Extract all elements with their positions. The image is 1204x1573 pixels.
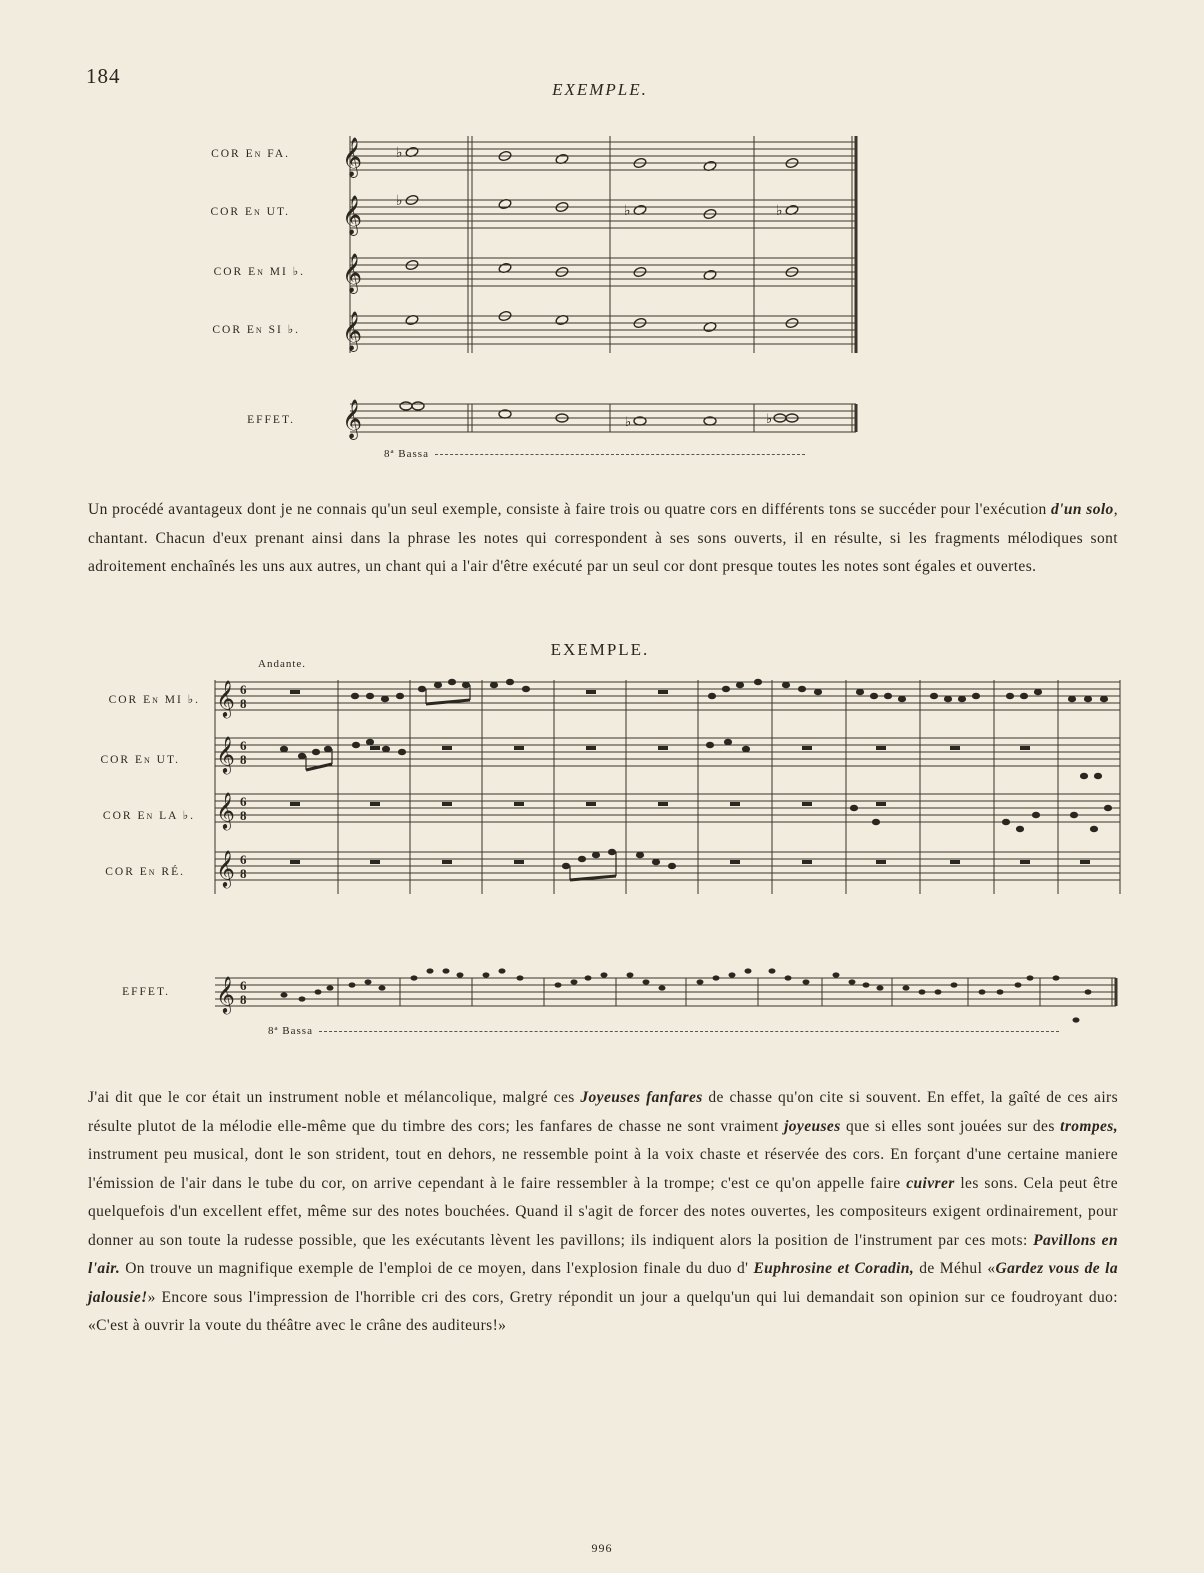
paragraph-2 <box>88 1084 1118 1341</box>
paragraph-2-text: » Encore sous l'impression de l'horrible cri des cors, Gretry répondit un jour a quelqu'un qui lui demandait son opinion sur ce foudroyant duo: «C'est à ouvrir la voute du théâtre avec le crâne des auditeurs!» <box>88 1288 1118 1334</box>
svg-text:8: 8 <box>240 808 247 823</box>
staff-label-cor-mi-flat: COR En MI ♭. <box>213 266 305 278</box>
paragraph-1-text-1: Un procédé avantageux dont je ne connais qu'un seul exemple, consiste à faire trois ou quatre cors en différents tons se succéder pour l'exécution <box>88 501 1052 518</box>
ottava-line <box>319 1031 1059 1032</box>
ottava-bassa-1 <box>384 448 805 460</box>
svg-text:♭: ♭ <box>396 193 403 209</box>
treble-clef: 𝄞 <box>342 253 363 293</box>
time-signatures <box>240 682 247 881</box>
emphasis-joyeuses: joyeuses <box>784 1117 841 1135</box>
staff-label-cor-ut: COR En UT. <box>210 206 290 218</box>
effect-label-2: EFFET. <box>122 986 170 998</box>
emphasis-pavillons: Pavillons en l'air. <box>88 1231 1118 1277</box>
page-number: 184 <box>86 64 121 88</box>
ottava-line <box>435 454 805 455</box>
ottava-bassa-2 <box>268 1025 1059 1037</box>
time-signature <box>240 978 247 1007</box>
paragraph-1-text-2: , chantant. Chacun d'eux prenant ainsi dans la phrase les notes qui correspondent à ses sons ouverts, il en résulte, si les fragments mélodiques sont adroitement enchaînés les uns aux autres, un chant qui a l'air d'être exécuté par un seul cor dont presque toutes les notes sont égales et ouvertes. <box>88 501 1118 575</box>
paragraph-2-text: de Méhul « <box>914 1260 996 1277</box>
ottava-bassa-label: 8ª Bassa <box>384 448 429 460</box>
paragraph-2-text: On trouve un magnifique exemple de l'emploi de ce moyen, dans l'explosion finale du duo d' <box>120 1260 754 1277</box>
svg-text:♭: ♭ <box>624 203 631 219</box>
example1-score <box>340 128 870 358</box>
treble-clef: 𝄞 <box>342 137 363 177</box>
staff-1 <box>215 682 1120 710</box>
paragraph-1-emphasis: d'un solo <box>1051 501 1114 518</box>
emphasis-cuivrer: cuivrer <box>906 1174 955 1192</box>
svg-text:8: 8 <box>240 696 247 711</box>
emphasis-joyeuses-fanfares: Joyeuses fanfares <box>580 1089 703 1106</box>
treble-clef: 𝄞 <box>216 849 235 887</box>
svg-text:6: 6 <box>240 682 247 697</box>
half-notes <box>405 146 799 333</box>
treble-clef: 𝄞 <box>216 679 235 717</box>
treble-clef: 𝄞 <box>342 195 363 235</box>
svg-text:8: 8 <box>240 992 247 1007</box>
svg-text:♭: ♭ <box>625 415 632 430</box>
svg-text:6: 6 <box>240 852 247 867</box>
svg-text:♭: ♭ <box>766 412 773 427</box>
staff-3 <box>350 258 856 286</box>
emphasis-euphrosine: Euphrosine et Coradin, <box>753 1260 915 1277</box>
tempo-marking: Andante. <box>258 658 307 670</box>
staff-label-cor-si-flat: COR En SI ♭. <box>212 324 300 336</box>
staff-4 <box>215 852 1120 880</box>
svg-text:8: 8 <box>240 866 247 881</box>
effect-label-1: EFFET. <box>247 414 295 426</box>
staff-1 <box>350 142 856 170</box>
eighth-notes <box>281 679 1112 880</box>
staff-2 <box>215 738 1120 766</box>
example1-heading: EXEMPLE. <box>552 80 648 99</box>
emphasis-gardez-vous: Gardez vous de la jalousie! <box>88 1260 1119 1306</box>
example1-score-svg <box>340 128 870 358</box>
paragraph-2-text: que si elles sont jouées sur des <box>840 1117 1061 1135</box>
staff-3 <box>215 794 1120 822</box>
treble-clef: 𝄞 <box>342 399 363 439</box>
staff-label-cor-la-flat: COR En LA ♭. <box>102 810 195 822</box>
staff-label-cor-fa: COR En FA. <box>211 148 290 160</box>
example2-score-svg <box>210 672 1130 902</box>
ottava-bassa-label: 8ª Bassa <box>268 1025 313 1037</box>
example2-score <box>210 672 1130 902</box>
svg-text:♭: ♭ <box>396 145 403 161</box>
example2-heading: EXEMPLE. <box>550 640 650 659</box>
paragraph-2-text: de chasse qu'on cite si souvent. En effet, la gaîté de ces airs résulte plutot de la mélodie elle-même que du timbre des cors; les fanfares de chasse ne sont vraiment <box>88 1089 1119 1135</box>
effect-notes <box>400 402 798 425</box>
paragraph-1 <box>88 496 1118 582</box>
paragraph-2-text: les sons. Cela peut être quelquefois d'un excellent effet, même sur des notes bouchées. Quand il s'agit de forcer des notes ouvertes, les compositeurs exigent ordinairement, pour donner au son toute la rudesse possible, que les exécutants lèvent les pavillons; ils indiquent alors la position de l'instrument par ces mots: <box>88 1174 1118 1249</box>
staff-label-cor-mi-flat-2: COR En MI ♭. <box>108 694 200 706</box>
treble-clef: 𝄞 <box>216 975 235 1013</box>
staff-4 <box>350 316 856 344</box>
emphasis-trompes: trompes, <box>1060 1117 1119 1135</box>
staff-label-cor-ut-2: COR En UT. <box>100 754 180 766</box>
svg-text:6: 6 <box>240 738 247 753</box>
svg-text:6: 6 <box>240 794 247 809</box>
paragraph-2-text: J'ai dit que le cor était un instrument noble et mélancolique, malgré ces <box>88 1089 581 1106</box>
treble-clef: 𝄞 <box>342 311 363 351</box>
footer-signature: 996 <box>591 1541 613 1555</box>
svg-text:♭: ♭ <box>776 203 783 219</box>
treble-clef: 𝄞 <box>216 791 235 829</box>
treble-clef: 𝄞 <box>216 735 235 773</box>
svg-text:6: 6 <box>240 978 247 993</box>
staff-label-cor-re: COR En RÉ. <box>105 866 185 878</box>
paragraph-2-text: instrument peu musical, dont le son strident, tout en dehors, ne ressemble point à la voix chaste et réservée des cors. En forçant d'une certaine maniere l'émission de l'air dans le tube du cor, on arrive cependant à le faire ressembler à la trompe; c'est ce qu'on appelle faire <box>88 1146 1118 1192</box>
svg-text:8: 8 <box>240 752 247 767</box>
